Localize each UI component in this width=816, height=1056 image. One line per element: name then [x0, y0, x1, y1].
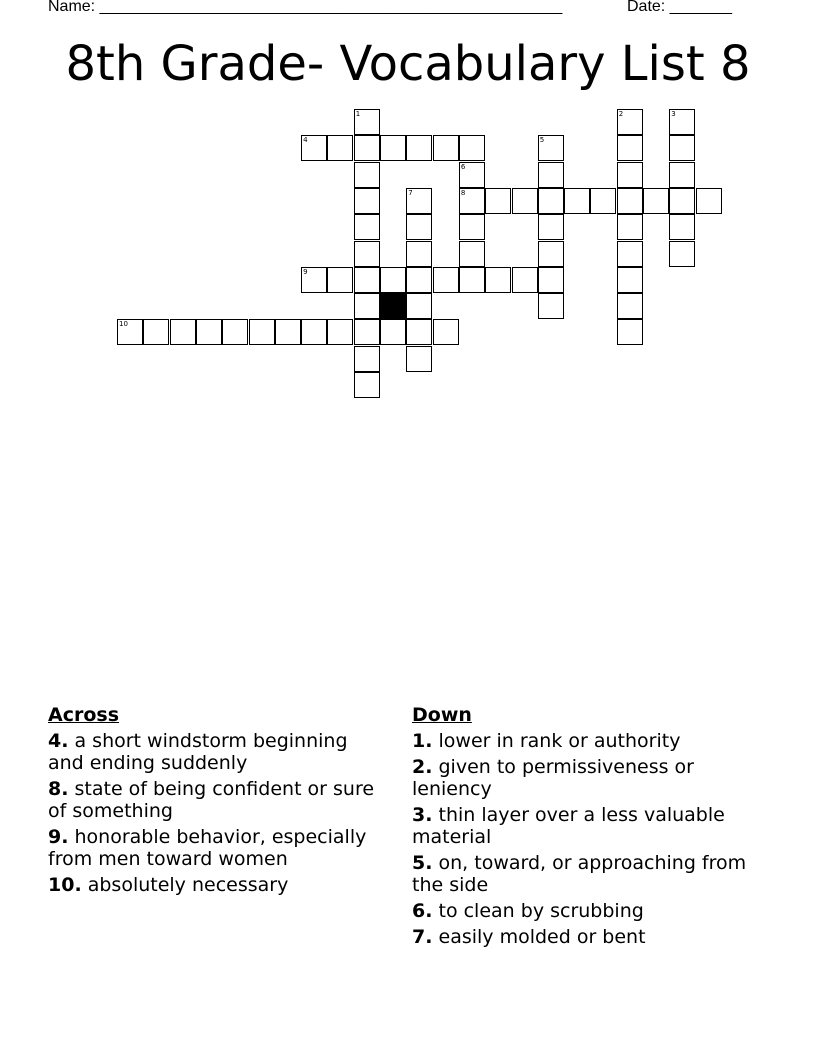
cell-number: 10	[119, 320, 128, 329]
down-clue-7	[412, 926, 772, 948]
grid-cell[interactable]	[617, 319, 643, 345]
down-clue-1	[412, 730, 772, 752]
grid-cell[interactable]	[433, 135, 459, 161]
grid-cell[interactable]	[380, 267, 406, 293]
grid-cell[interactable]	[617, 267, 643, 293]
grid-cell[interactable]	[196, 319, 222, 345]
grid-cell[interactable]	[354, 162, 380, 188]
cell-number: 8	[460, 188, 466, 197]
clue-number: 7.	[412, 926, 433, 948]
crossword-grid	[0, 0, 816, 420]
grid-cell[interactable]	[538, 135, 564, 161]
across-clue-8	[48, 778, 388, 822]
cell-number: 9	[303, 267, 308, 276]
grid-cell[interactable]	[669, 188, 695, 214]
grid-cell[interactable]	[669, 214, 695, 240]
clue-text: on, toward, or approaching from the side	[412, 852, 747, 896]
clue-number: 10.	[48, 874, 82, 896]
grid-cell[interactable]	[354, 372, 380, 398]
down-heading: Down	[412, 704, 472, 726]
cell-number: 5	[539, 136, 545, 145]
grid-cell[interactable]	[459, 241, 485, 267]
grid-cell[interactable]	[327, 135, 353, 161]
across-heading: Across	[48, 704, 120, 726]
grid-cell[interactable]	[617, 162, 643, 188]
grid-cell[interactable]	[406, 188, 432, 214]
across-clues	[48, 703, 388, 900]
clue-number: 5.	[412, 852, 433, 874]
grid-cell[interactable]	[327, 319, 353, 345]
clue-text: state of being confident or sure of something	[48, 778, 375, 822]
grid-cell[interactable]	[117, 319, 143, 345]
grid-cell[interactable]	[512, 267, 538, 293]
grid-cell[interactable]	[459, 162, 485, 188]
grid-cell[interactable]	[538, 241, 564, 267]
across-clue-9	[48, 826, 388, 870]
grid-cell[interactable]	[406, 346, 432, 372]
grid-cell[interactable]	[617, 109, 643, 135]
grid-cell[interactable]	[538, 162, 564, 188]
cell-number: 4	[303, 136, 308, 145]
grid-cell[interactable]	[433, 319, 459, 345]
cell-number: 2	[618, 110, 624, 118]
grid-cell[interactable]	[301, 135, 327, 161]
clue-number: 4.	[48, 730, 69, 752]
grid-cell[interactable]	[143, 319, 169, 345]
clue-text: to clean by scrubbing	[438, 900, 644, 922]
grid-cell[interactable]	[354, 241, 380, 267]
grid-cell[interactable]	[406, 319, 432, 345]
across-clue-10	[48, 874, 388, 896]
grid-cell[interactable]	[617, 214, 643, 240]
name-line[interactable]: Name: ____________________________________________________	[48, 0, 563, 15]
grid-cell[interactable]	[249, 319, 275, 345]
grid-cell[interactable]	[669, 241, 695, 267]
grid-cell[interactable]	[354, 188, 380, 214]
grid-cell[interactable]	[354, 293, 380, 319]
grid-cell[interactable]	[354, 319, 380, 345]
grid-cell[interactable]	[485, 267, 511, 293]
clue-number: 9.	[48, 826, 69, 848]
clue-text: given to permissiveness or leniency	[412, 756, 694, 800]
blocked-cell	[380, 293, 406, 319]
grid-cell[interactable]	[669, 162, 695, 188]
down-clue-5	[412, 852, 772, 896]
clue-text: lower in rank or authority	[438, 730, 681, 752]
clue-number: 1.	[412, 730, 433, 752]
down-clues	[412, 703, 772, 952]
grid-cell[interactable]	[669, 109, 695, 135]
grid-cell[interactable]	[617, 241, 643, 267]
cell-number: 6	[460, 162, 466, 171]
grid-cell[interactable]	[354, 267, 380, 293]
grid-cell[interactable]	[354, 135, 380, 161]
grid-cell[interactable]	[406, 267, 432, 293]
grid-cell[interactable]	[354, 109, 380, 135]
grid-cell[interactable]	[696, 188, 722, 214]
date-line[interactable]: Date: _______	[627, 0, 732, 15]
clue-text: easily molded or bent	[438, 926, 646, 948]
grid-cell[interactable]	[301, 267, 327, 293]
cell-number: 1	[355, 110, 361, 118]
clue-text: a short windstorm beginning and ending suddenly	[48, 730, 348, 774]
grid-cell[interactable]	[564, 188, 590, 214]
grid-cell[interactable]	[459, 188, 485, 214]
grid-cell[interactable]	[617, 135, 643, 161]
down-clue-6	[412, 900, 772, 922]
grid-cell[interactable]	[433, 267, 459, 293]
cell-number: 7	[408, 188, 413, 197]
down-clue-3	[412, 804, 772, 848]
grid-cell[interactable]	[354, 346, 380, 372]
grid-cell[interactable]	[643, 188, 669, 214]
grid-cell[interactable]	[406, 293, 432, 319]
grid-cell[interactable]	[538, 293, 564, 319]
cell-number: 3	[671, 110, 676, 118]
grid-cell[interactable]	[459, 135, 485, 161]
grid-cell[interactable]	[459, 214, 485, 240]
page-title: 8th Grade- Vocabulary List 8	[65, 36, 751, 92]
across-clue-4	[48, 730, 388, 774]
grid-cell[interactable]	[617, 293, 643, 319]
grid-cell[interactable]	[406, 135, 432, 161]
grid-cell[interactable]	[590, 188, 616, 214]
grid-cell[interactable]	[669, 135, 695, 161]
grid-cell[interactable]	[380, 135, 406, 161]
clue-text: absolutely necessary	[87, 874, 289, 896]
grid-cell[interactable]	[380, 319, 406, 345]
grid-cell[interactable]	[512, 188, 538, 214]
clue-text: honorable behavior, especially from men toward women	[48, 826, 367, 870]
grid-cell[interactable]	[459, 267, 485, 293]
down-clue-2	[412, 756, 772, 800]
grid-cell[interactable]	[354, 214, 380, 240]
clue-number: 8.	[48, 778, 69, 800]
grid-cell[interactable]	[406, 214, 432, 240]
grid-cell[interactable]	[485, 188, 511, 214]
grid-cell[interactable]	[275, 319, 301, 345]
grid-cell[interactable]	[406, 241, 432, 267]
grid-cell[interactable]	[327, 267, 353, 293]
grid-cell[interactable]	[617, 188, 643, 214]
clue-number: 3.	[412, 804, 433, 826]
clue-number: 2.	[412, 756, 433, 778]
grid-cell[interactable]	[170, 319, 196, 345]
grid-cell[interactable]	[301, 319, 327, 345]
clue-text: thin layer over a less valuable material	[412, 804, 725, 848]
grid-cell[interactable]	[538, 267, 564, 293]
grid-cell[interactable]	[222, 319, 248, 345]
clue-number: 6.	[412, 900, 433, 922]
grid-cell[interactable]	[538, 214, 564, 240]
grid-cell[interactable]	[538, 188, 564, 214]
